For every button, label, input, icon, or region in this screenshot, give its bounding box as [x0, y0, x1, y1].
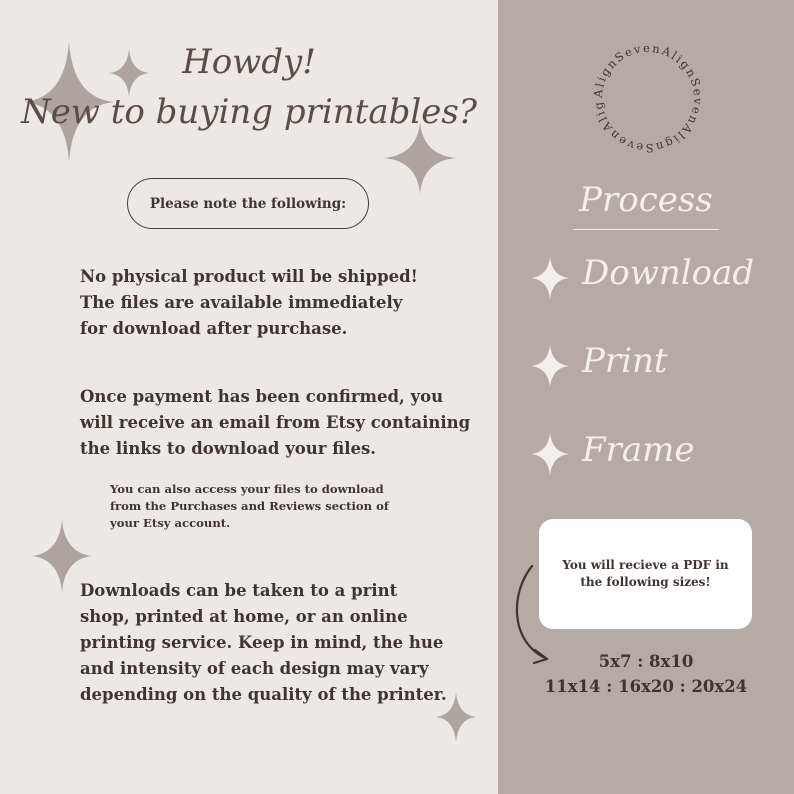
logo-ring-text: AlignSevenAlignSevenAlignSevenAlig	[590, 40, 706, 156]
no-physical-product-text: No physical product will be shipped! The files are available immediately for download after purchase.	[80, 267, 418, 338]
note-label: Please note the following:	[149, 195, 347, 212]
sizes-row-1: 5x7 : 8x10	[598, 652, 694, 671]
sparkle-frame-icon	[530, 432, 570, 476]
printing-options-text: Downloads can be taken to a print shop, printed at home, or an online printing service. Keep in mind, the hue and intensity of each design may vary depending on the quality of the printer.	[80, 581, 447, 704]
payment-confirmation-text: Once payment has been confirmed, you will receive an email from Etsy containing the links to download your files.	[80, 387, 471, 458]
process-divider	[573, 229, 719, 230]
question-heading: New to buying printables?	[20, 92, 478, 132]
sparkle-download-icon	[530, 256, 570, 300]
greeting-heading: Howdy!	[182, 42, 316, 82]
step-print: Print	[582, 341, 668, 381]
process-title: Process	[579, 180, 713, 220]
note-pill	[127, 178, 369, 229]
account-access-text: You can also access your files to download from the Purchases and Reviews section of your Etsy account.	[110, 482, 389, 530]
step-frame: Frame	[582, 430, 695, 470]
step-download: Download	[582, 253, 755, 293]
sparkle-print-icon	[530, 344, 570, 388]
svg-text:AlignSevenAlignSevenAlignSeven	[591, 41, 705, 155]
pdf-info-card	[539, 519, 752, 629]
sizes-row-2: 11x14 : 16x20 : 20x24	[544, 677, 748, 696]
align-seven-logo	[588, 38, 708, 158]
pdf-info-text: You will recieve a PDF in the following sizes!	[562, 558, 729, 589]
